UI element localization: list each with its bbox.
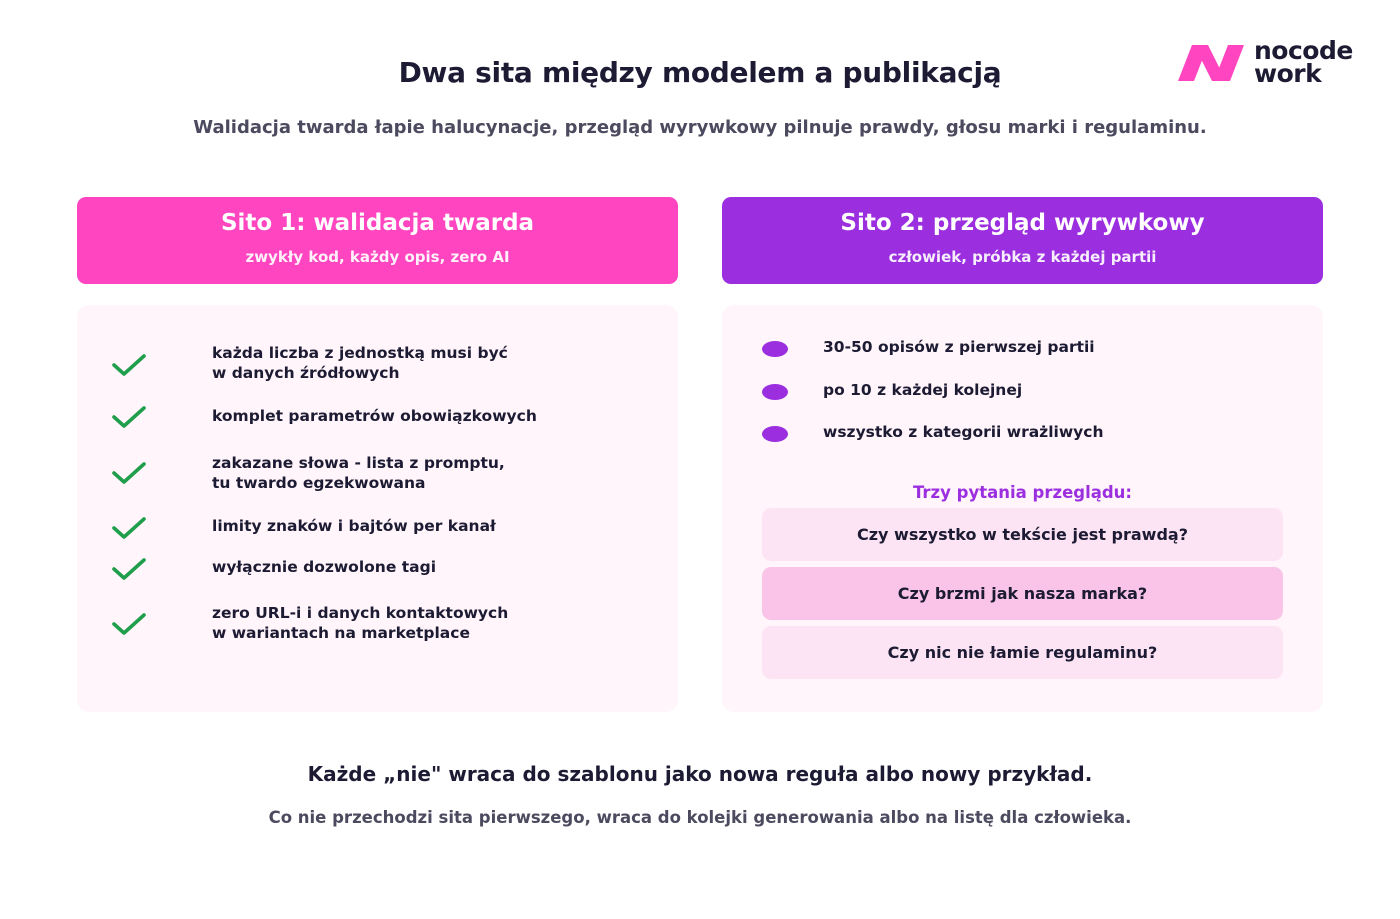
sieve-2-title: Sito 2: przegląd wyrywkowy	[840, 210, 1205, 236]
page-title: Dwa sita między modelem a publikacją	[398, 56, 1002, 89]
review-question: Czy brzmi jak nasza marka?	[762, 567, 1283, 620]
checkmark-icon	[111, 612, 147, 636]
check-item-text: zakazane słowa - lista z promptu, tu twardo egzekwowana	[212, 454, 505, 492]
footer-main-text: Każde „nie" wraca do szablonu jako nowa reguła albo nowy przykład.	[307, 762, 1093, 786]
bullet-dot-icon	[762, 384, 788, 400]
sieve-2-header	[722, 197, 1323, 284]
bullet-dot-icon	[762, 426, 788, 442]
checkmark-icon	[111, 353, 147, 377]
footer-sub-text: Co nie przechodzi sita pierwszego, wraca do kolejki generowania albo na listę dla człowieka.	[268, 808, 1132, 827]
check-item-text: każda liczba z jednostką musi być w danych źródłowych	[212, 344, 508, 382]
bullet-dot-icon	[762, 341, 788, 357]
review-question: Czy wszystko w tekście jest prawdą?	[762, 508, 1283, 561]
sample-list-item	[762, 379, 1282, 401]
check-item-text: limity znaków i bajtów per kanał	[212, 517, 496, 535]
sieve-1-subtitle: zwykły kod, każdy opis, zero AI	[245, 248, 510, 266]
checkmark-icon	[111, 405, 147, 429]
sample-list-item	[762, 421, 1282, 443]
review-question: Czy nic nie łamie regulaminu?	[762, 626, 1283, 679]
sample-item-text: po 10 z każdej kolejnej	[823, 381, 1023, 399]
sieve-2-subtitle: człowiek, próbka z każdej partii	[888, 248, 1157, 266]
logo-line-2: work	[1254, 59, 1322, 88]
page-subtitle: Walidacja twarda łapie halucynacje, przegląd wyrywkowy pilnuje prawdy, głosu marki i regulaminu.	[193, 117, 1207, 138]
check-item-text: zero URL-i i danych kontaktowych w wariantach na marketplace	[212, 604, 509, 642]
check-item-text: wyłącznie dozwolone tagi	[212, 558, 437, 576]
sieve-1-checklist-panel	[77, 305, 678, 712]
sample-item-text: wszystko z kategorii wrażliwych	[823, 423, 1104, 441]
sample-list-item	[762, 336, 1282, 358]
sieve-2-review-panel	[722, 305, 1323, 712]
sieve-1-title: Sito 1: walidacja twarda	[220, 210, 535, 236]
logo-line-1: nocode	[1254, 36, 1353, 65]
sieve-1-header	[77, 197, 678, 284]
sample-item-text: 30-50 opisów z pierwszej partii	[823, 338, 1095, 356]
checkmark-icon	[111, 557, 147, 581]
questions-heading: Trzy pytania przeglądu:	[912, 483, 1133, 502]
check-item-text: komplet parametrów obowiązkowych	[212, 407, 537, 425]
checkmark-icon	[111, 461, 147, 485]
checkmark-icon	[111, 516, 147, 540]
